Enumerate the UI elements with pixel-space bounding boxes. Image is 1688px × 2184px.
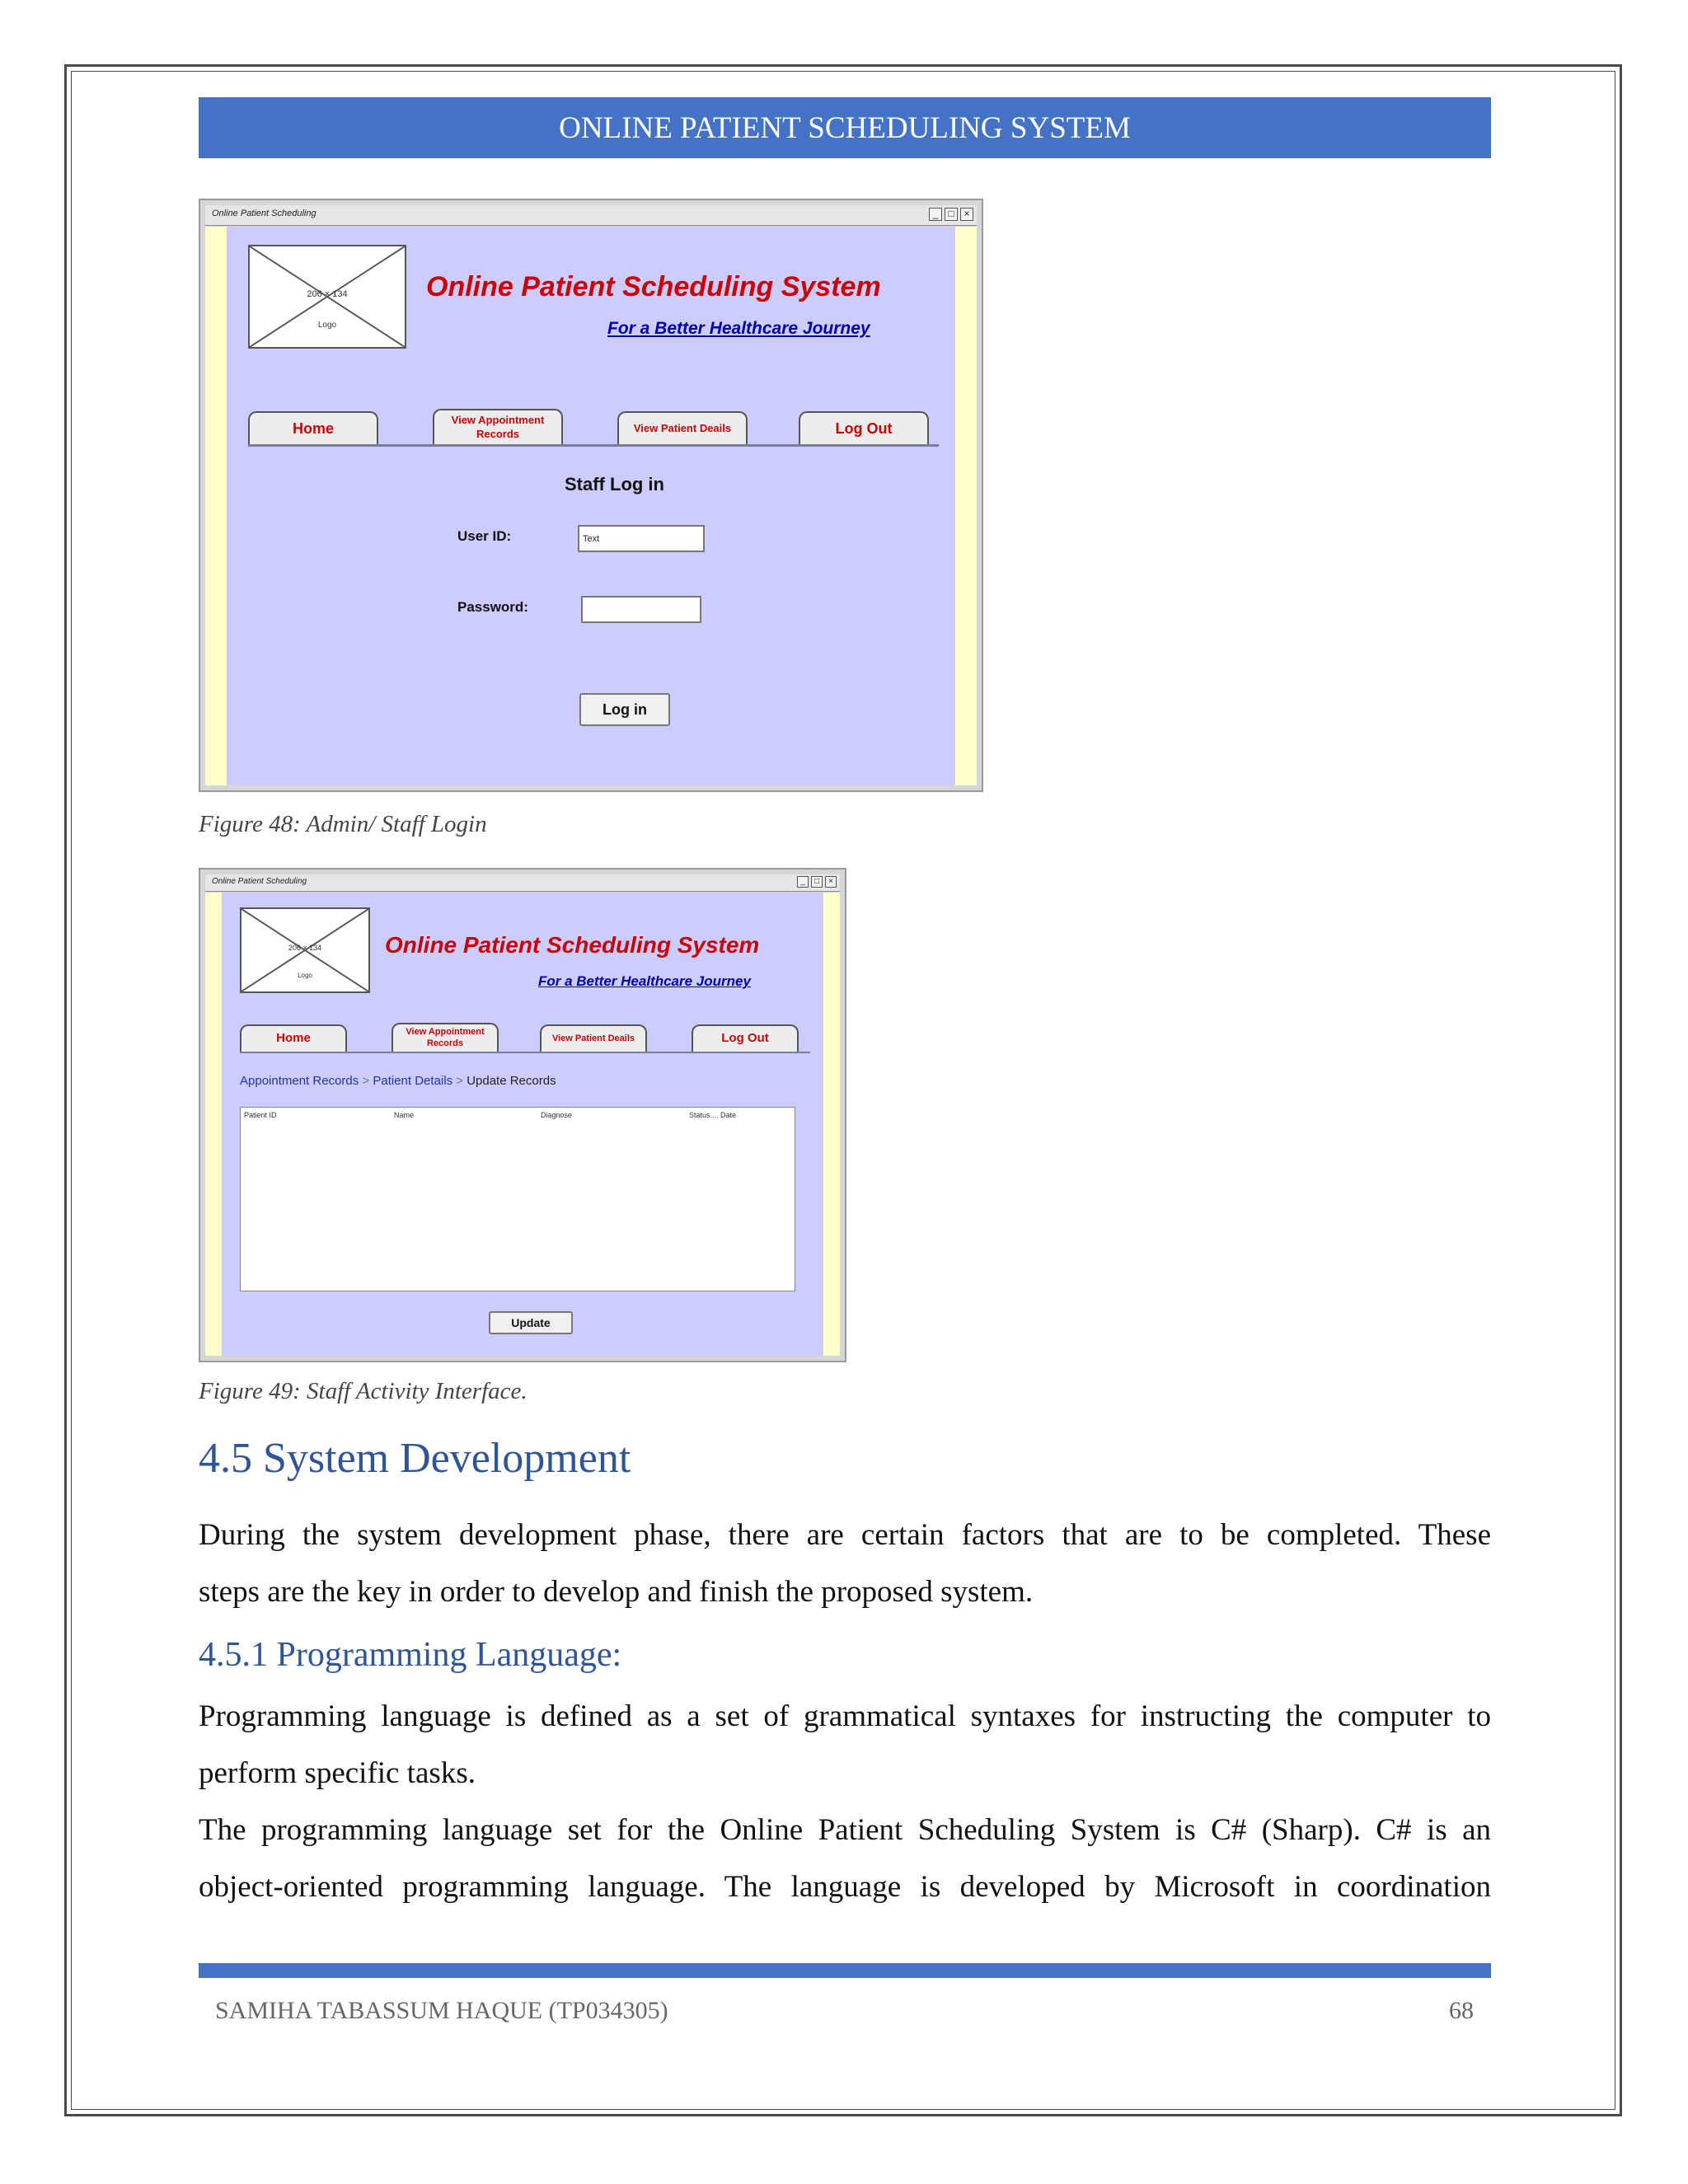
logo-placeholder [240, 907, 370, 993]
figure-48-wireframe [199, 199, 983, 792]
breadcrumb-separator: > [359, 1074, 373, 1088]
footer-rule [199, 1963, 1491, 1978]
minimize-icon[interactable]: _ [929, 208, 942, 221]
window-title: Online Patient Scheduling [212, 877, 307, 886]
nav-underline [240, 1052, 810, 1053]
paragraph-line: object-oriented programming language. The language is developed by Microsoft in coordination [199, 1870, 1491, 1904]
logo-label: Logo [317, 321, 337, 330]
figure-49-caption: Figure 49: Staff Activity Interface. [199, 1378, 528, 1404]
logo-dimension: 206 × 134 [307, 289, 348, 299]
password-input[interactable] [581, 596, 701, 623]
figure-48-caption: Figure 48: Admin/ Staff Login [199, 811, 487, 837]
records-table[interactable] [240, 1107, 795, 1291]
maximize-icon[interactable]: □ [945, 208, 958, 221]
close-icon[interactable]: × [960, 208, 973, 221]
nav-home-tab[interactable]: Home [240, 1024, 347, 1052]
window-title: Online Patient Scheduling [212, 209, 316, 218]
nav-view-patient-details-tab[interactable]: View Patient Deails [540, 1024, 647, 1052]
user-id-input[interactable]: Text [578, 525, 705, 552]
footer-page-number: 68 [1449, 1997, 1474, 2024]
breadcrumb-current: Update Records [467, 1074, 556, 1088]
paragraph-line: During the system development phase, there are certain factors that are to be completed. These [199, 1518, 1491, 1552]
nav-view-patient-details-tab[interactable]: View Patient Deails [617, 411, 748, 444]
window-titlebar [205, 874, 840, 892]
app-title: Online Patient Scheduling System [385, 932, 760, 958]
breadcrumb-appointment-records[interactable]: Appointment Records [240, 1074, 359, 1088]
left-side-panel [205, 893, 222, 1356]
breadcrumb-patient-details[interactable]: Patient Details [373, 1074, 453, 1088]
footer-author: SAMIHA TABASSUM HAQUE (TP034305) [215, 1997, 668, 2024]
window-controls [929, 208, 973, 221]
right-side-panel [955, 227, 977, 785]
paragraph-line: The programming language set for the Online Patient Scheduling System is C# (Sharp). C# is an [199, 1813, 1491, 1847]
section-heading: 4.5 System Development [199, 1435, 631, 1482]
login-form-title: Staff Log in [565, 474, 664, 494]
window-titlebar [205, 205, 977, 226]
nav-view-appointment-records-tab[interactable]: View Appointment Records [433, 409, 563, 444]
login-button[interactable]: Log in [579, 693, 670, 726]
window-client-area [227, 227, 955, 785]
nav-log-out-tab[interactable]: Log Out [799, 411, 929, 444]
logo-placeholder [248, 245, 406, 349]
minimize-icon[interactable]: _ [797, 876, 809, 888]
window-controls [797, 876, 837, 888]
nav-view-appointment-records-tab[interactable]: View Appointment Records [392, 1023, 499, 1052]
right-side-panel [823, 893, 840, 1356]
breadcrumb [240, 1074, 556, 1088]
paragraph-line: Programming language is defined as a set of grammatical syntaxes for instructing the computer to [199, 1699, 1491, 1733]
close-icon[interactable]: × [825, 876, 837, 888]
page-header-title: ONLINE PATIENT SCHEDULING SYSTEM [559, 110, 1131, 145]
logo-label: Logo [298, 972, 312, 979]
nav-underline [248, 444, 939, 447]
maximize-icon[interactable]: □ [811, 876, 823, 888]
table-header-diagnose[interactable]: Diagnose [541, 1111, 573, 1119]
subsection-heading: 4.5.1 Programming Language: [199, 1636, 622, 1674]
table-header-name[interactable]: Name [394, 1111, 415, 1119]
left-side-panel [205, 227, 227, 785]
nav-log-out-tab[interactable]: Log Out [692, 1024, 799, 1052]
paragraph-line: steps are the key in order to develop and finish the proposed system. [199, 1575, 1034, 1609]
breadcrumb-separator: > [452, 1074, 467, 1088]
table-header-status-date[interactable]: Status.... Date [689, 1111, 737, 1119]
figure-49-wireframe [199, 868, 846, 1362]
page-header [199, 97, 1491, 158]
paragraph-line: perform specific tasks. [199, 1756, 476, 1790]
window-client-area [222, 893, 823, 1356]
password-label: Password: [457, 599, 528, 615]
nav-home-tab[interactable]: Home [248, 411, 378, 444]
logo-dimension: 206 × 134 [288, 944, 322, 952]
app-tagline: For a Better Healthcare Journey [538, 973, 751, 989]
user-id-label: User ID: [457, 528, 512, 544]
app-title: Online Patient Scheduling System [426, 271, 881, 302]
update-button[interactable]: Update [489, 1311, 573, 1334]
table-header-patient-id[interactable]: Patient ID [244, 1111, 277, 1119]
app-tagline: For a Better Healthcare Journey [607, 319, 870, 338]
